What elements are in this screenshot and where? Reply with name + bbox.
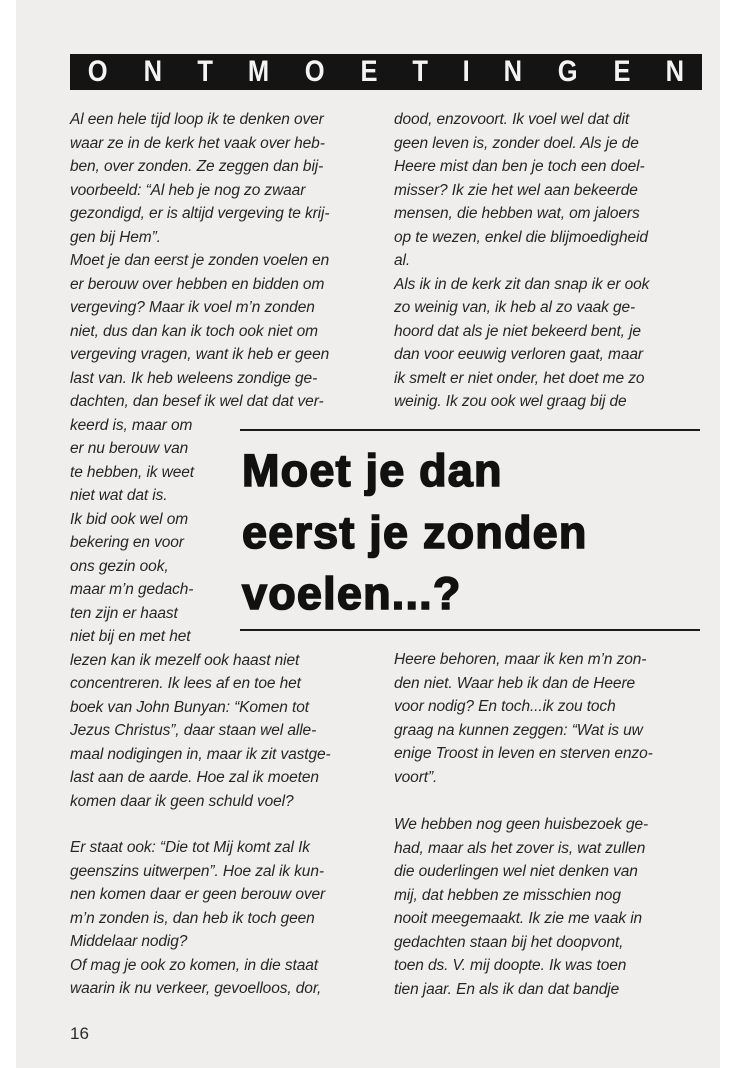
text-line: vergeving? Maar ik voel m’n zonden [70, 299, 315, 316]
text-line: Heere mist dan ben je toch een doel- [394, 158, 645, 175]
text-line: graag na kunnen zeggen: “Wat is uw [394, 721, 643, 739]
pullquote-bottom-rule [240, 629, 700, 631]
text-line: We hebben nog geen huisbezoek ge- [394, 816, 649, 833]
text-line: nen komen daar er geen berouw over [70, 886, 326, 903]
text-line: geenszins uitwerpen”. Hoe zal ik kun- [70, 862, 324, 880]
text-line: voor nodig? En toch...ik zou toch [394, 698, 616, 715]
text-line: voorbeeld: “Al heb je nog zo zwaar [70, 181, 306, 199]
text-line: Of mag je ook zo komen, in die staat [70, 956, 318, 974]
text-line: niet, dus dan kan ik toch ook niet om [70, 322, 318, 340]
column2-text-top [394, 108, 649, 414]
text-line: die ouderlingen wel niet denken van [394, 863, 638, 880]
text-line: gezondigd, er is altijd vergeving te krij- [70, 205, 330, 222]
text-line: lezen kan ik mezelf ook haast niet [70, 651, 300, 669]
text-line: Er staat ook: “Die tot Mij komt zal Ik [70, 839, 310, 856]
header-letter: T [196, 55, 213, 88]
text-line: te hebben, ik weet [70, 463, 195, 481]
header-letter: G [558, 55, 578, 88]
text-line: dood, enzovoort. Ik voel wel dat dit [394, 111, 630, 128]
text-line: ten zijn er haast [70, 604, 178, 622]
header-letter: O [87, 55, 108, 88]
text-line: hoord dat als je niet bekeerd bent, je [394, 322, 641, 340]
page-number: 16 [70, 1024, 89, 1043]
text-line: dan voor eeuwig verloren gaat, maar [394, 346, 643, 363]
text-line: komen daar ik geen schuld voel? [70, 792, 294, 810]
text-line: tien jaar. En als ik dan dat bandje [394, 980, 620, 998]
header-letter: I [462, 55, 470, 88]
section-header-ontmoetingen [70, 54, 702, 90]
text-line: Middelaar nodig? [70, 933, 188, 950]
text-line: vergeving vragen, want ik heb er geen [70, 346, 330, 363]
header-letter: N [665, 55, 685, 88]
headline-line: eerst je zonden [242, 506, 588, 558]
text-line: maal nodigingen in, maar ik zit vastge- [70, 745, 331, 763]
text-line: dachten, dan besef ik wel dat dat ver- [70, 393, 324, 410]
pullquote-top-rule [240, 429, 700, 431]
text-line: boek van John Bunyan: “Komen tot [70, 698, 309, 716]
text-line: geen leven is, zonder doel. Als je de [394, 134, 639, 152]
text-line: Al een hele tijd loop ik te denken over [70, 111, 324, 128]
headline-line: voelen...? [242, 568, 462, 619]
text-line: den niet. Waar heb ik dan de Heere [394, 674, 636, 692]
text-line: Moet je dan eerst je zonden voelen en [70, 252, 330, 269]
text-line: weinig. Ik zou ook wel graag bij de [394, 393, 627, 410]
text-line: keerd is, maar om [70, 416, 193, 434]
column2-text-bottom [394, 813, 648, 1001]
text-line: mij, dat hebben ze misschien nog [394, 886, 621, 904]
text-line: last van. Ik heb weleens zondige ge- [70, 369, 318, 387]
pullquote-headline [242, 440, 588, 625]
text-line: had, maar als het zover is, wat zullen [394, 839, 646, 857]
header-letter: E [360, 55, 378, 88]
text-line: maar m’n gedach- [70, 581, 194, 598]
header-letter: O [305, 55, 325, 88]
text-line: m’n zonden is, dan heb ik toch geen [70, 909, 315, 927]
text-line: ik smelt er niet onder, het doet me zo [394, 369, 645, 387]
header-letter: T [412, 55, 429, 88]
column1-text-bottom [70, 836, 325, 1001]
text-line: nooit meegemaakt. Ik zie me vaak in [394, 910, 643, 927]
text-line: niet bij en met het [70, 628, 191, 645]
text-line: enige Troost in leven en sterven enzo- [394, 745, 653, 762]
text-line: Ik bid ook wel om [70, 510, 189, 528]
header-letter: N [503, 55, 523, 88]
headline-line: Moet je dan [242, 445, 503, 496]
text-line: last aan de aarde. Hoe zal ik moeten [70, 769, 319, 786]
text-line: er berouw over hebben en bidden om [70, 275, 325, 293]
text-line: op te wezen, enkel die blijmoedigheid [394, 228, 648, 246]
text-line: al. [394, 252, 411, 269]
text-line: gedachten staan bij het doopvont, [394, 933, 624, 951]
column2-text-middle [394, 648, 653, 789]
text-line: Heere behoren, maar ik ken m’n zon- [394, 651, 647, 668]
text-line: ben, over zonden. Ze zeggen dan bij- [70, 158, 324, 175]
header-letter: E [613, 55, 631, 88]
text-line: ons gezin ook, [70, 557, 169, 575]
text-line: concentreren. Ik lees af en toe het [70, 675, 301, 692]
text-line: gen bij Hem”. [70, 228, 161, 246]
text-line: mensen, die hebben wat, om jaloers [394, 205, 640, 222]
text-line: Als ik in de kerk zit dan snap ik er ook [394, 275, 650, 293]
text-line: voort”. [394, 768, 438, 786]
text-line: waar ze in de kerk het vaak over heb- [70, 134, 325, 152]
text-line: er nu berouw van [70, 440, 189, 457]
text-line: zo weinig van, ik heb al zo vaak ge- [394, 299, 636, 316]
header-letter: M [248, 55, 270, 88]
text-line: bekering en voor [70, 534, 184, 551]
text-line: misser? Ik zie het wel aan bekeerde [394, 181, 638, 199]
text-line: waarin ik nu verkeer, gevoelloos, dor, [70, 980, 322, 997]
text-line: Jezus Christus”, daar staan wel alle- [70, 722, 317, 739]
header-letter: N [143, 55, 162, 88]
text-line: niet wat dat is. [70, 487, 168, 504]
text-line: toen ds. V. mij doopte. Ik was toen [394, 957, 627, 974]
